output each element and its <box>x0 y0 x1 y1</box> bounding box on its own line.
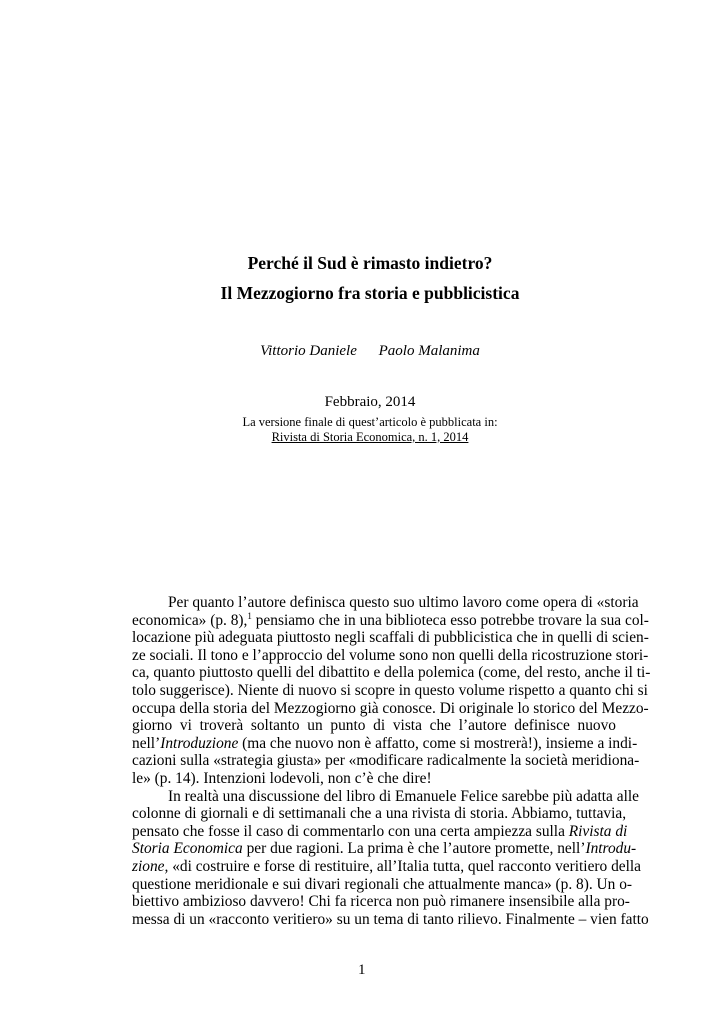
text-run: questione meridionale e sui divari regionali che attualmente manca» (p. 8). Un o- <box>132 875 633 893</box>
paragraph <box>132 787 649 929</box>
text-line <box>132 875 633 894</box>
text-line <box>132 752 640 770</box>
text-line <box>132 734 638 753</box>
text-run: ze sociali. Il tono e l’approccio del volume sono non quelli della ricostruzione stori- <box>132 646 649 664</box>
date: Febbraio, 2014 <box>324 394 416 410</box>
text-line <box>132 629 649 647</box>
document-title <box>0 248 725 308</box>
text-line <box>132 787 639 806</box>
text-run: In realtà una discussione del libro di Emanuele Felice sarebbe più adatta alle <box>168 787 639 805</box>
text-run: «di costruire e forse di restituire, all’Italia tutta, quel racconto veritiero della <box>168 857 641 875</box>
text-run: economica» (p. 8), <box>132 611 248 629</box>
text-line <box>132 910 649 929</box>
authors <box>0 343 725 360</box>
text-run: pensiamo che in una biblioteca esso potrebbe trovare la sua col- <box>251 611 649 629</box>
author-1: Vittorio Daniele <box>260 343 357 359</box>
text-run: messa di un «racconto veritiero» su un tema di tanto rilievo. Finalmente – vien fatto <box>132 910 649 928</box>
text-line <box>132 717 616 735</box>
publication-reference: Rivista di Storia Economica, n. 1, 2014 <box>271 430 469 444</box>
title-line-2: Il Mezzogiorno fra storia e pubblicistica <box>220 283 520 303</box>
text-line <box>132 805 627 823</box>
text-run: nell’ <box>132 734 161 752</box>
publication-note-text: La versione finale di quest’articolo è pubblicata in: <box>242 415 498 429</box>
text-line <box>132 822 628 841</box>
text-run: Introdu- <box>585 840 637 858</box>
text-run: tolo suggerisce). Niente di nuovo si scopre in questo volume rispetto a quanto chi si <box>132 681 648 699</box>
text-line <box>132 840 637 858</box>
text-line <box>132 610 649 630</box>
body-text <box>132 594 651 928</box>
publication-note <box>0 415 725 445</box>
text-run: colonne di giornali e di settimanali che a una rivista di storia. Abbiamo, tuttavia, <box>132 805 627 823</box>
text-run: locazione più adeguata piuttosto negli scaffali di pubblicistica che in quelli di scien- <box>132 629 649 647</box>
text-run: pensato che fosse il caso di commentarlo con una certa ampiezza sulla <box>132 822 569 840</box>
footnote-marker: 1 <box>247 610 252 621</box>
text-run: ca, quanto piuttosto quelli del dibattito e della polemica (come, del resto, anche il ti- <box>132 664 651 682</box>
text-line <box>132 664 651 682</box>
text-run: per due ragioni. La prima è che l’autore promette, nell’ <box>242 840 586 858</box>
text-run: Storia Economica <box>132 840 243 858</box>
text-run: biettivo ambizioso davvero! Chi fa ricerca non può rimanere insensibile alla pro- <box>132 893 630 911</box>
text-line <box>132 681 648 700</box>
title-line-1: Perché il Sud è rimasto indietro? <box>247 253 493 273</box>
text-line <box>132 594 639 612</box>
text-line <box>132 699 649 718</box>
paragraph <box>132 594 651 788</box>
text-run: giorno vi troverà soltanto un punto di vista che l’autore definisce nuovo <box>132 717 616 735</box>
text-run: occupa della storia del Mezzogiorno già conosce. Di originale lo storico del Mezzo- <box>132 699 649 717</box>
page-number: 1 <box>358 962 366 978</box>
text-run: zione, <box>132 857 169 875</box>
text-run: cazioni sulla «strategia giusta» per «modificare radicalmente la società meridiona- <box>132 752 640 770</box>
text-run: Per quanto l’autore definisca questo suo ultimo lavoro come opera di «storia <box>168 594 639 611</box>
text-line <box>132 646 649 665</box>
text-run: Rivista di <box>568 822 628 840</box>
text-run: (ma che nuovo non è affatto, come si mostrerà!), insieme a indi- <box>238 734 638 752</box>
text-run: Introduzione <box>160 734 239 752</box>
text-line <box>132 770 616 788</box>
text-line <box>132 857 641 876</box>
author-2: Paolo Malanima <box>378 343 480 359</box>
text-line <box>132 893 630 911</box>
text-run: le» (p. 14). Intenzioni lodevoli, non c’è che dire! <box>132 769 432 787</box>
